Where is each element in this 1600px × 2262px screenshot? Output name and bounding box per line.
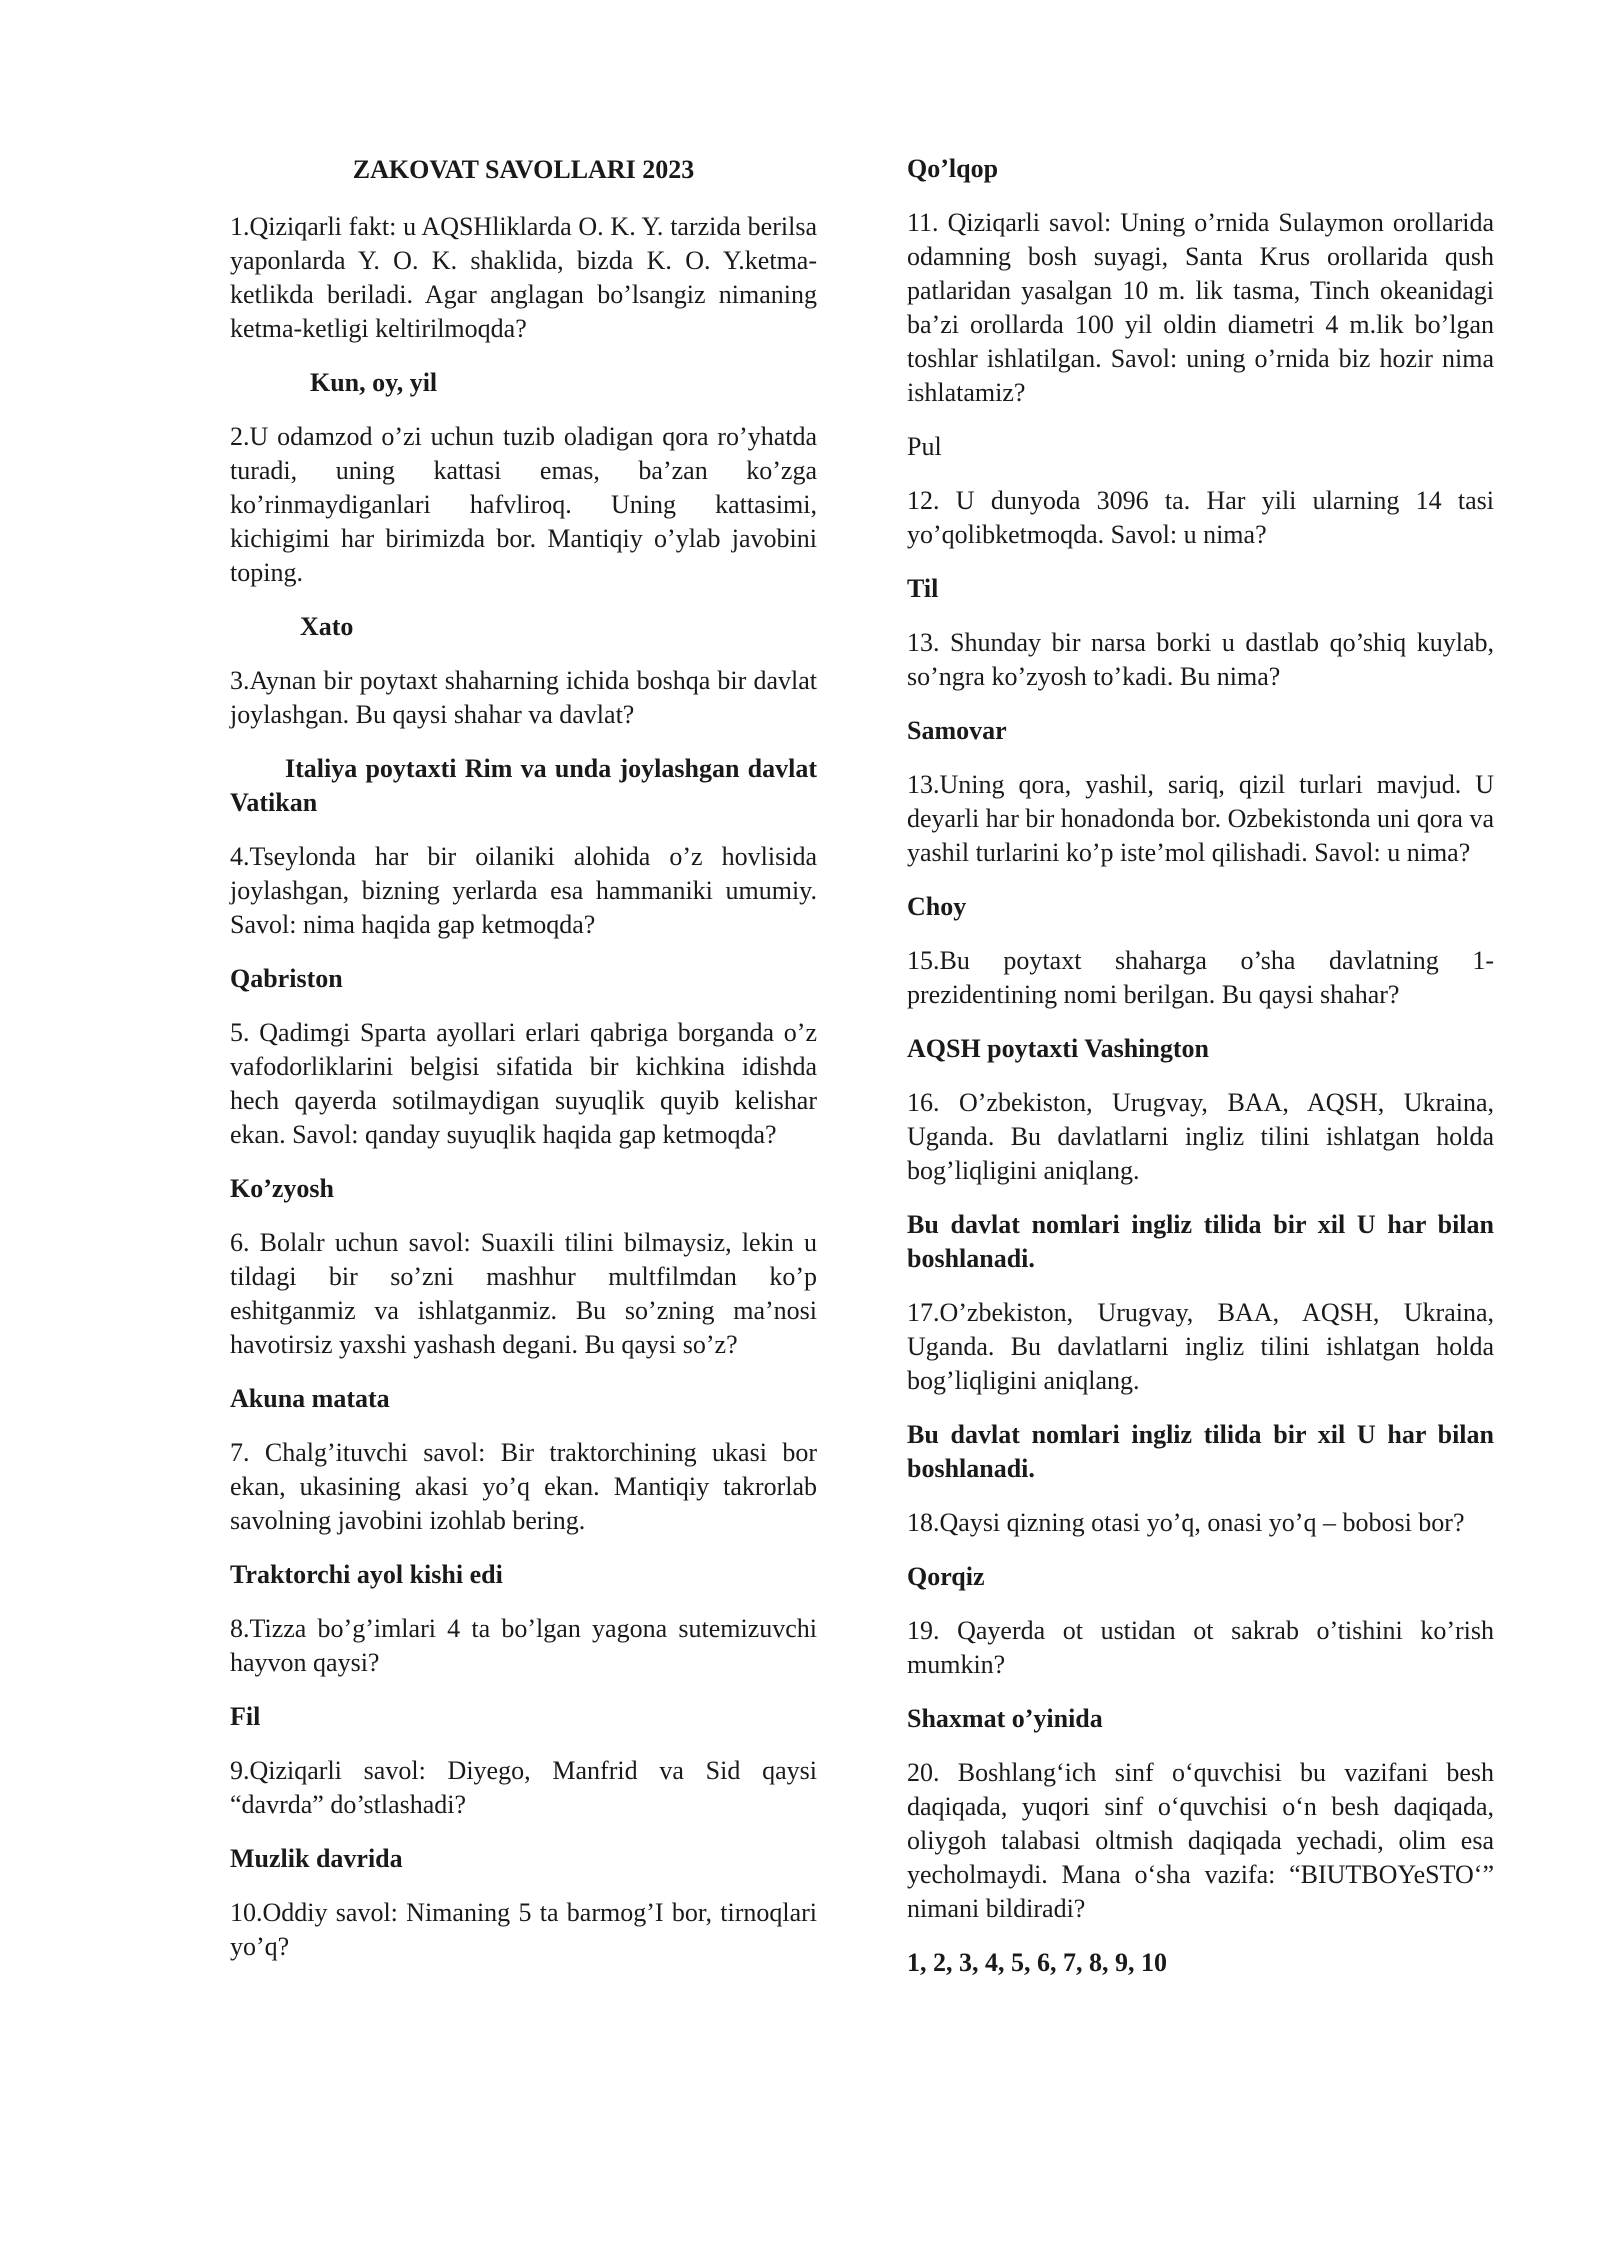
left-column	[230, 152, 817, 1984]
question-19: 19. Qayerda ot ustidan ot sakrab o’tishini ko’rish mumkin?	[907, 1616, 1494, 1679]
answer-17: Bu davlat nomlari ingliz tilida bir xil U har bilan boshlanadi.	[907, 1420, 1494, 1483]
answer-2: Xato	[300, 612, 354, 641]
answer-4: Qabriston	[230, 964, 343, 993]
right-column	[907, 152, 1494, 2000]
answer-14: Choy	[907, 892, 967, 921]
answer-12: Til	[907, 574, 939, 603]
answer-1: Kun, oy, yil	[310, 368, 438, 397]
question-7: 7. Chalg’ituvchi savol: Bir traktorchining ukasi bor ekan, ukasining akasi yo’q ekan. Mantiqiy takrorlab savolning javobini izohlab bering.	[230, 1438, 817, 1535]
document-title: ZAKOVAT SAVOLLARI 2023	[352, 155, 695, 184]
answer-15: AQSH poytaxti Vashington	[907, 1034, 1209, 1063]
question-1: 1.Qiziqarli fakt: u AQSHliklarda O. K. Y. tarzida berilsa yaponlarda Y. O. K. shaklida, bizda K. O. Y.ketma-ketlikda beriladi. Agar anglagan bo’lsangiz nimaning ketma-ketligi keltirilmoqda?	[230, 212, 817, 343]
question-5: 5. Qadimgi Sparta ayollari erlari qabriga borganda o’z vafodorliklarini belgisi sifatida bir kichkina idishda hech qayerda sotilmaydigan suyuqlik quyib kelishar ekan. Savol: qanday suyuqlik haqida gap ketmoqda?	[230, 1018, 817, 1149]
question-11: 11. Qiziqarli savol: Uning o’rnida Sulaymon orollarida odamning bosh suyagi, Santa Krus orollarida qush patlaridan yasalgan 10 m. lik tasma, Tinch okeanidagi ba’zi orollarda 100 yil oldin diametri 4 m.lik bo’lgan toshlar ishlatilgan. Savol: uning o’rnida biz hozir nima ishlatamiz?	[907, 208, 1494, 407]
question-20: 20. Boshlang‘ich sinf o‘quvchisi bu vazifani besh daqiqada, yuqori sinf o‘quvchisi o‘n besh daqiqada, oliygoh talabasi oltmish daqiqada yechadi, olim esa yecholmaydi. Mana o‘sha vazifa: “BIUTBOYeSTO‘” nimani bildiradi?	[907, 1758, 1494, 1923]
question-15: 15.Bu poytaxt shaharga o’sha davlatning 1-prezidentining nomi berilgan. Bu qaysi shahar?	[907, 946, 1494, 1009]
question-3: 3.Aynan bir poytaxt shaharning ichida boshqa bir davlat joylashgan. Bu qaysi shahar va davlat?	[230, 666, 817, 729]
question-2: 2.U odamzod o’zi uchun tuzib oladigan qora ro’yhatda turadi, uning kattasi emas, ba’zan ko’zga ko’rinmaydiganlari hafvliroq. Uning kattasimi, kichigimi har birimizda bor. Mantiqiy o’ylab javobini toping.	[230, 422, 817, 587]
answer-7: Traktorchi ayol kishi edi	[230, 1560, 503, 1589]
question-13: 13. Shunday bir narsa borki u dastlab qo’shiq kuylab, so’ngra ko’zyosh to’kadi. Bu nima?	[907, 628, 1494, 691]
answer-18: Qorqiz	[907, 1562, 985, 1591]
question-9: 9.Qiziqarli savol: Diyego, Manfrid va Sid qaysi “davrda” do’stlashadi?	[230, 1756, 817, 1819]
answer-20: 1, 2, 3, 4, 5, 6, 7, 8, 9, 10	[907, 1948, 1167, 1977]
answer-5: Ko’zyosh	[230, 1174, 334, 1203]
answer-9: Muzlik davrida	[230, 1844, 403, 1873]
question-17: 17.O’zbekiston, Urugvay, BAA, AQSH, Ukraina, Uganda. Bu davlatlarni ingliz tilini ishlatgan holda bog’liqligini aniqlang.	[907, 1298, 1494, 1395]
answer-16: Bu davlat nomlari ingliz tilida bir xil U har bilan boshlanadi.	[907, 1210, 1494, 1273]
question-12: 12. U dunyoda 3096 ta. Har yili ularning 14 tasi yo’qolibketmoqda. Savol: u nima?	[907, 486, 1494, 549]
question-18: 18.Qaysi qizning otasi yo’q, onasi yo’q – bobosi bor?	[907, 1508, 1465, 1537]
question-4: 4.Tseylonda har bir oilaniki alohida o’z hovlisida joylashgan, bizning yerlarda esa hammaniki umumiy. Savol: nima haqida gap ketmoqda?	[230, 842, 817, 939]
answer-11: Pul	[907, 432, 942, 461]
question-14: 13.Uning qora, yashil, sariq, qizil turlari mavjud. U deyarli har bir honadonda bor. Ozbekistonda uni qora va yashil turlarini ko’p iste’mol qilishadi. Savol: u nima?	[907, 770, 1494, 867]
question-10: 10.Oddiy savol: Nimaning 5 ta barmog’I bor, tirnoqlari yo’q?	[230, 1898, 817, 1961]
question-8: 8.Tizza bo’g’imlari 4 ta bo’lgan yagona sutemizuvchi hayvon qaysi?	[230, 1614, 817, 1677]
answer-19: Shaxmat o’yinida	[907, 1704, 1103, 1733]
answer-8: Fil	[230, 1702, 261, 1731]
question-16: 16. O’zbekiston, Urugvay, BAA, AQSH, Ukraina, Uganda. Bu davlatlarni ingliz tilini ishlatgan holda bog’liqligini aniqlang.	[907, 1088, 1494, 1185]
answer-6: Akuna matata	[230, 1384, 390, 1413]
answer-3: Italiya poytaxti Rim va unda joylashgan davlat Vatikan	[230, 754, 817, 817]
answer-13: Samovar	[907, 716, 1007, 745]
answer-10: Qo’lqop	[907, 154, 999, 183]
question-6: 6. Bolalr uchun savol: Suaxili tilini bilmaysiz, lekin u tildagi bir so’zni mashhur multfilmdan ko’p eshitganmiz va ishlatganmiz. Bu so’zning ma’nosi havotirsiz yaxshi yashash degani. Bu qaysi so’z?	[230, 1228, 817, 1359]
